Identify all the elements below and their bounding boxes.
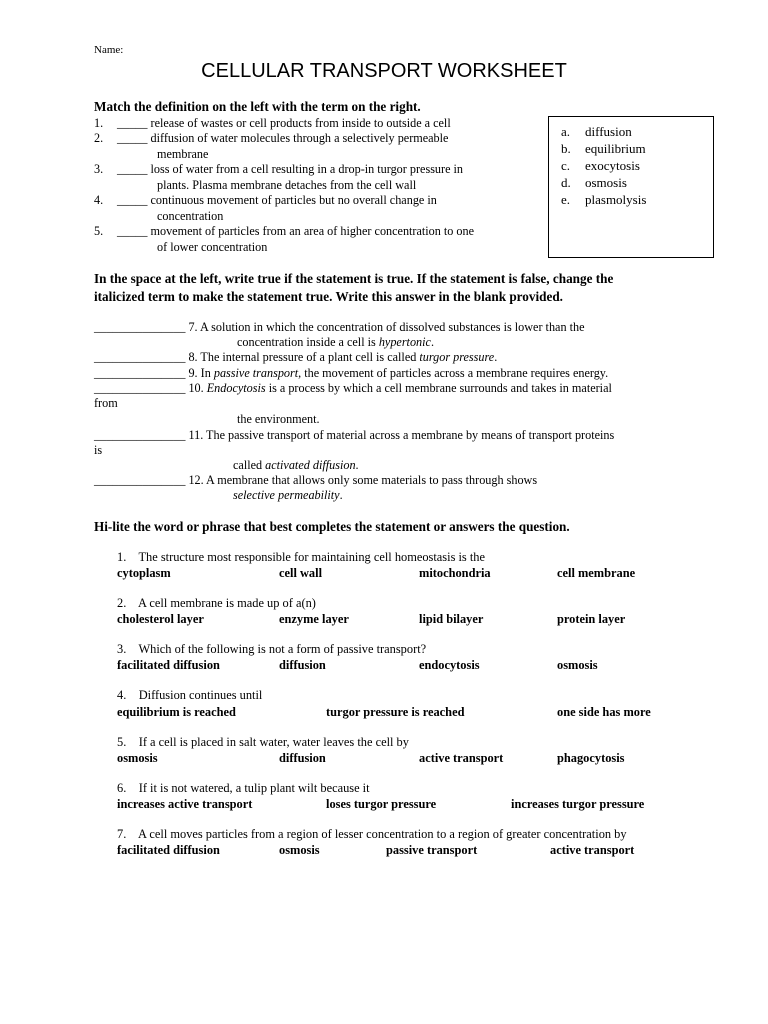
tf-instruction-line-2: italicized term to make the statement true. Write this answer in the blank provided. (94, 289, 563, 304)
tf-question-11-wrap: is (94, 443, 103, 457)
mc-option[interactable]: osmosis (279, 843, 320, 857)
mc-option[interactable]: lipid bilayer (419, 612, 484, 626)
mc-option[interactable]: facilitated diffusion (117, 843, 220, 857)
mc-question-6: 6. If it is not watered, a tulip plant wilt because it (117, 781, 370, 795)
name-label: Name: (94, 44, 124, 56)
mc-option[interactable]: cholesterol layer (117, 612, 204, 626)
mc-option[interactable]: active transport (419, 751, 504, 765)
mc-option[interactable]: cell wall (279, 566, 323, 580)
mc-option[interactable]: increases active transport (117, 797, 253, 811)
tf-question-10-cont: the environment. (237, 412, 320, 426)
tf-question-8: _______________ 8. The internal pressure of a plant cell is called turgor pressure. (94, 350, 498, 364)
page-title: CELLULAR TRANSPORT WORKSHEET (201, 60, 567, 82)
answer-blank[interactable]: _______________ (94, 428, 186, 442)
mc-question-7: 7. A cell moves particles from a region of lesser concentration to a region of greater concentration by (117, 827, 627, 841)
tf-question-7: _______________ 7. A solution in which the concentration of dissolved substances is lower than the (94, 320, 585, 334)
tf-question-10-wrap: from (94, 396, 118, 410)
mc-option[interactable]: phagocytosis (557, 751, 625, 765)
answer-blank[interactable]: _______________ (94, 473, 186, 487)
mc-question-5: 5. If a cell is placed in salt water, water leaves the cell by (117, 735, 409, 749)
mc-option[interactable]: facilitated diffusion (117, 658, 220, 672)
answer-blank[interactable]: _____ (117, 131, 148, 145)
mc-option[interactable]: diffusion (279, 751, 326, 765)
answer-blank[interactable]: _______________ (94, 366, 186, 380)
matching-item-4: 4. _____ continuous movement of particles but no overall change in concentration (94, 193, 437, 223)
term-item: b. equilibrium (561, 141, 646, 156)
mc-question-4: 4. Diffusion continues until (117, 688, 263, 702)
mc-option[interactable]: endocytosis (419, 658, 480, 672)
term-item: c. exocytosis (561, 158, 640, 173)
term-box (548, 116, 714, 258)
answer-blank[interactable]: _____ (117, 116, 148, 130)
tf-question-11: _______________ 11. The passive transport of material across a membrane by means of transport proteins (94, 428, 615, 442)
tf-instruction-line-1: In the space at the left, write true if the statement is true. If the statement is false, change the (94, 271, 614, 286)
tf-question-9: _______________ 9. In passive transport, the movement of particles across a membrane requires energy. (94, 366, 609, 380)
matching-item-5: 5. _____ movement of particles from an area of higher concentration to one of lower concentration (94, 224, 475, 254)
matching-item-1: 1. _____ release of wastes or cell products from inside to outside a cell (94, 116, 451, 130)
mc-option[interactable]: mitochondria (419, 566, 491, 580)
mc-option[interactable]: cytoplasm (117, 566, 171, 580)
tf-question-10: _______________ 10. Endocytosis is a process by which a cell membrane surrounds and takes in material (94, 381, 612, 395)
tf-question-11-cont: called activated diffusion. (233, 458, 359, 472)
mc-instruction: Hi-lite the word or phrase that best completes the statement or answers the question. (94, 519, 570, 534)
tf-question-12: _______________ 12. A membrane that allows only some materials to pass through shows (94, 473, 538, 487)
answer-blank[interactable]: _______________ (94, 350, 186, 364)
mc-option[interactable]: osmosis (117, 751, 158, 765)
answer-blank[interactable]: _______________ (94, 320, 186, 334)
matching-item-2: 2. _____ diffusion of water molecules through a selectively permeable membrane (94, 131, 449, 161)
term-item: e. plasmolysis (561, 192, 647, 207)
mc-option[interactable]: osmosis (557, 658, 598, 672)
mc-option[interactable]: increases turgor pressure (511, 797, 645, 811)
tf-question-7-cont: concentration inside a cell is hypertonic. (237, 335, 434, 349)
mc-option[interactable]: passive transport (386, 843, 478, 857)
answer-blank[interactable]: _______________ (94, 381, 186, 395)
mc-option[interactable]: loses turgor pressure (326, 797, 437, 811)
mc-option[interactable]: equilibrium is reached (117, 705, 236, 719)
tf-question-12-cont: selective permeability. (233, 488, 343, 502)
mc-option[interactable]: active transport (550, 843, 635, 857)
mc-question-3: 3. Which of the following is not a form of passive transport? (117, 642, 427, 656)
mc-question-1: 1. The structure most responsible for maintaining cell homeostasis is the (117, 550, 485, 564)
term-item: a. diffusion (561, 124, 632, 139)
answer-blank[interactable]: _____ (117, 224, 148, 238)
answer-blank[interactable]: _____ (117, 193, 148, 207)
mc-question-2: 2. A cell membrane is made up of a(n) (117, 596, 316, 610)
matching-instruction: Match the definition on the left with the term on the right. (94, 99, 421, 114)
mc-option[interactable]: diffusion (279, 658, 326, 672)
mc-option[interactable]: one side has more (557, 705, 651, 719)
mc-option[interactable]: turgor pressure is reached (326, 705, 465, 719)
matching-item-3: 3. _____ loss of water from a cell resulting in a drop-in turgor pressure in plants. Plasma membrane detaches from the cell wall (94, 162, 464, 192)
mc-option[interactable]: cell membrane (557, 566, 636, 580)
answer-blank[interactable]: _____ (117, 162, 148, 176)
mc-option[interactable]: enzyme layer (279, 612, 349, 626)
term-item: d. osmosis (561, 175, 627, 190)
mc-option[interactable]: protein layer (557, 612, 626, 626)
